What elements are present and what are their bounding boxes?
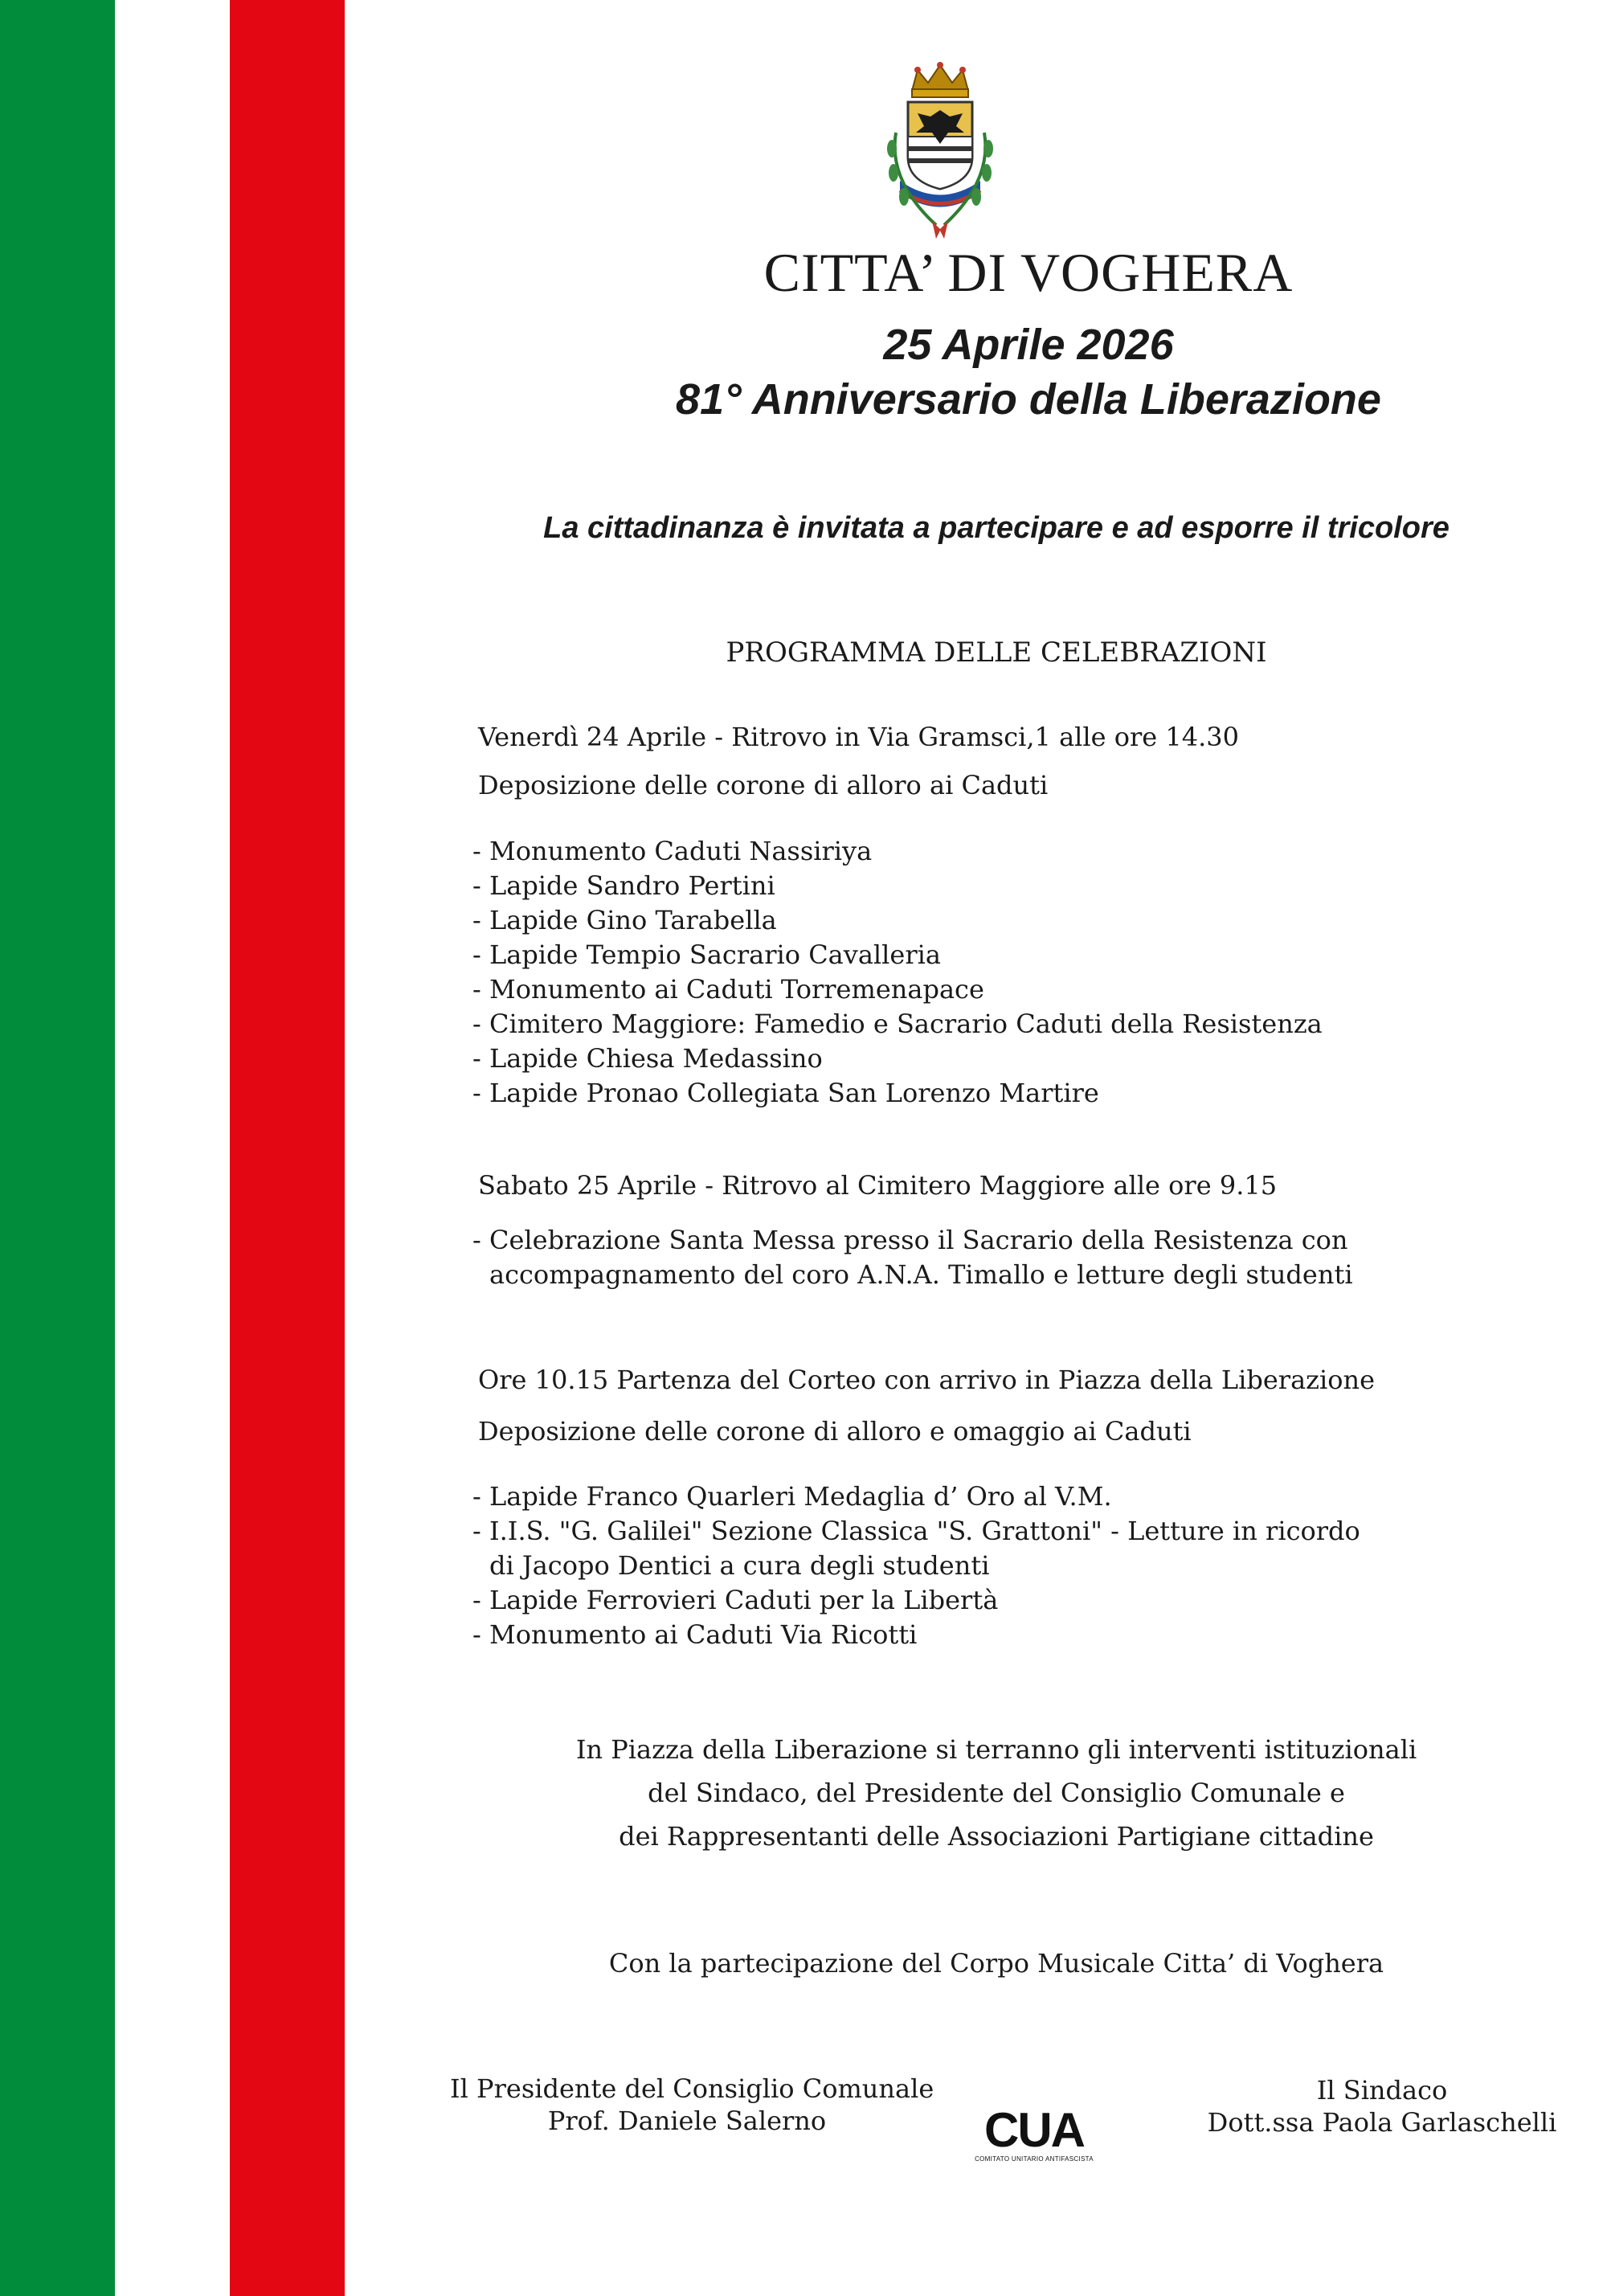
coat-of-arms-icon <box>868 60 1012 245</box>
cua-logo-mark: CUA <box>984 2103 1084 2157</box>
closing-line: dei Rappresentanti delle Associazioni Partigiane cittadine <box>619 1821 1374 1852</box>
parade-heading: Ore 10.15 Partenza del Corteo con arrivo in Piazza della Liberazione <box>478 1365 1376 1395</box>
friday-subheading: Deposizione delle corone di alloro ai Caduti <box>478 770 1049 800</box>
cua-logo-caption: COMITATO UNITARIO ANTIFASCISTA <box>975 2155 1094 2163</box>
list-item: - Celebrazione Santa Messa presso il Sacrario della Resistenza con <box>472 1225 1348 1255</box>
parade-subheading: Deposizione delle corone di alloro e omaggio ai Caduti <box>478 1416 1192 1447</box>
flag-stripe-red <box>230 0 345 2296</box>
closing-line: In Piazza della Liberazione si terranno gli interventi istituzionali <box>575 1734 1417 1765</box>
music-note: Con la partecipazione del Corpo Musicale Citta’ di Voghera <box>608 1948 1384 1979</box>
signature-left-role: Il Presidente del Consiglio Comunale <box>450 2073 934 2104</box>
list-item: - Monumento ai Caduti Via Ricotti <box>472 1619 918 1650</box>
event-date: 25 Aprile 2026 <box>883 321 1174 369</box>
invitation-text: La cittadinanza è invitata a partecipare e ad esporre il tricolore <box>543 511 1450 545</box>
saturday-heading: Sabato 25 Aprile - Ritrovo al Cimitero Maggiore alle ore 9.15 <box>478 1170 1278 1201</box>
list-item: - Monumento ai Caduti Torremenapace <box>472 974 984 1005</box>
closing-line: del Sindaco, del Presidente del Consiglio Comunale e <box>648 1778 1345 1808</box>
list-item: - Lapide Franco Quarleri Medaglia d’ Oro al V.M. <box>472 1481 1112 1512</box>
list-item: - Lapide Gino Tarabella <box>472 905 777 935</box>
flag-stripe-green <box>0 0 115 2296</box>
cua-logo <box>974 2103 1094 2170</box>
friday-heading: Venerdì 24 Aprile - Ritrovo in Via Gramsci,1 alle ore 14.30 <box>478 722 1239 752</box>
list-item: di Jacopo Dentici a cura degli studenti <box>489 1550 990 1581</box>
signature-left-name: Prof. Daniele Salerno <box>547 2106 827 2136</box>
signature-right-role: Il Sindaco <box>1316 2075 1448 2106</box>
anniversary-title: 81° Anniversario della Liberazione <box>676 375 1381 424</box>
list-item: - Cimitero Maggiore: Famedio e Sacrario Caduti della Resistenza <box>472 1009 1323 1039</box>
signature-right-name: Dott.ssa Paola Garlaschelli <box>1207 2107 1557 2138</box>
program-title: PROGRAMMA DELLE CELEBRAZIONI <box>726 636 1267 669</box>
list-item: - Lapide Sandro Pertini <box>472 870 775 901</box>
list-item: - Lapide Ferrovieri Caduti per la Libertà <box>472 1585 999 1615</box>
list-item: - I.I.S. "G. Galilei" Sezione Classica "S. Grattoni" - Letture in ricordo <box>472 1516 1360 1546</box>
city-title: CITTA’ DI VOGHERA <box>763 242 1294 303</box>
flag-stripe-white <box>115 0 230 2296</box>
list-item: - Monumento Caduti Nassiriya <box>472 836 873 866</box>
list-item: - Lapide Pronao Collegiata San Lorenzo Martire <box>472 1078 1099 1108</box>
list-item: accompagnamento del coro A.N.A. Timallo e letture degli studenti <box>489 1259 1353 1290</box>
list-item: - Lapide Tempio Sacrario Cavalleria <box>472 939 941 970</box>
list-item: - Lapide Chiesa Medassino <box>472 1043 823 1074</box>
